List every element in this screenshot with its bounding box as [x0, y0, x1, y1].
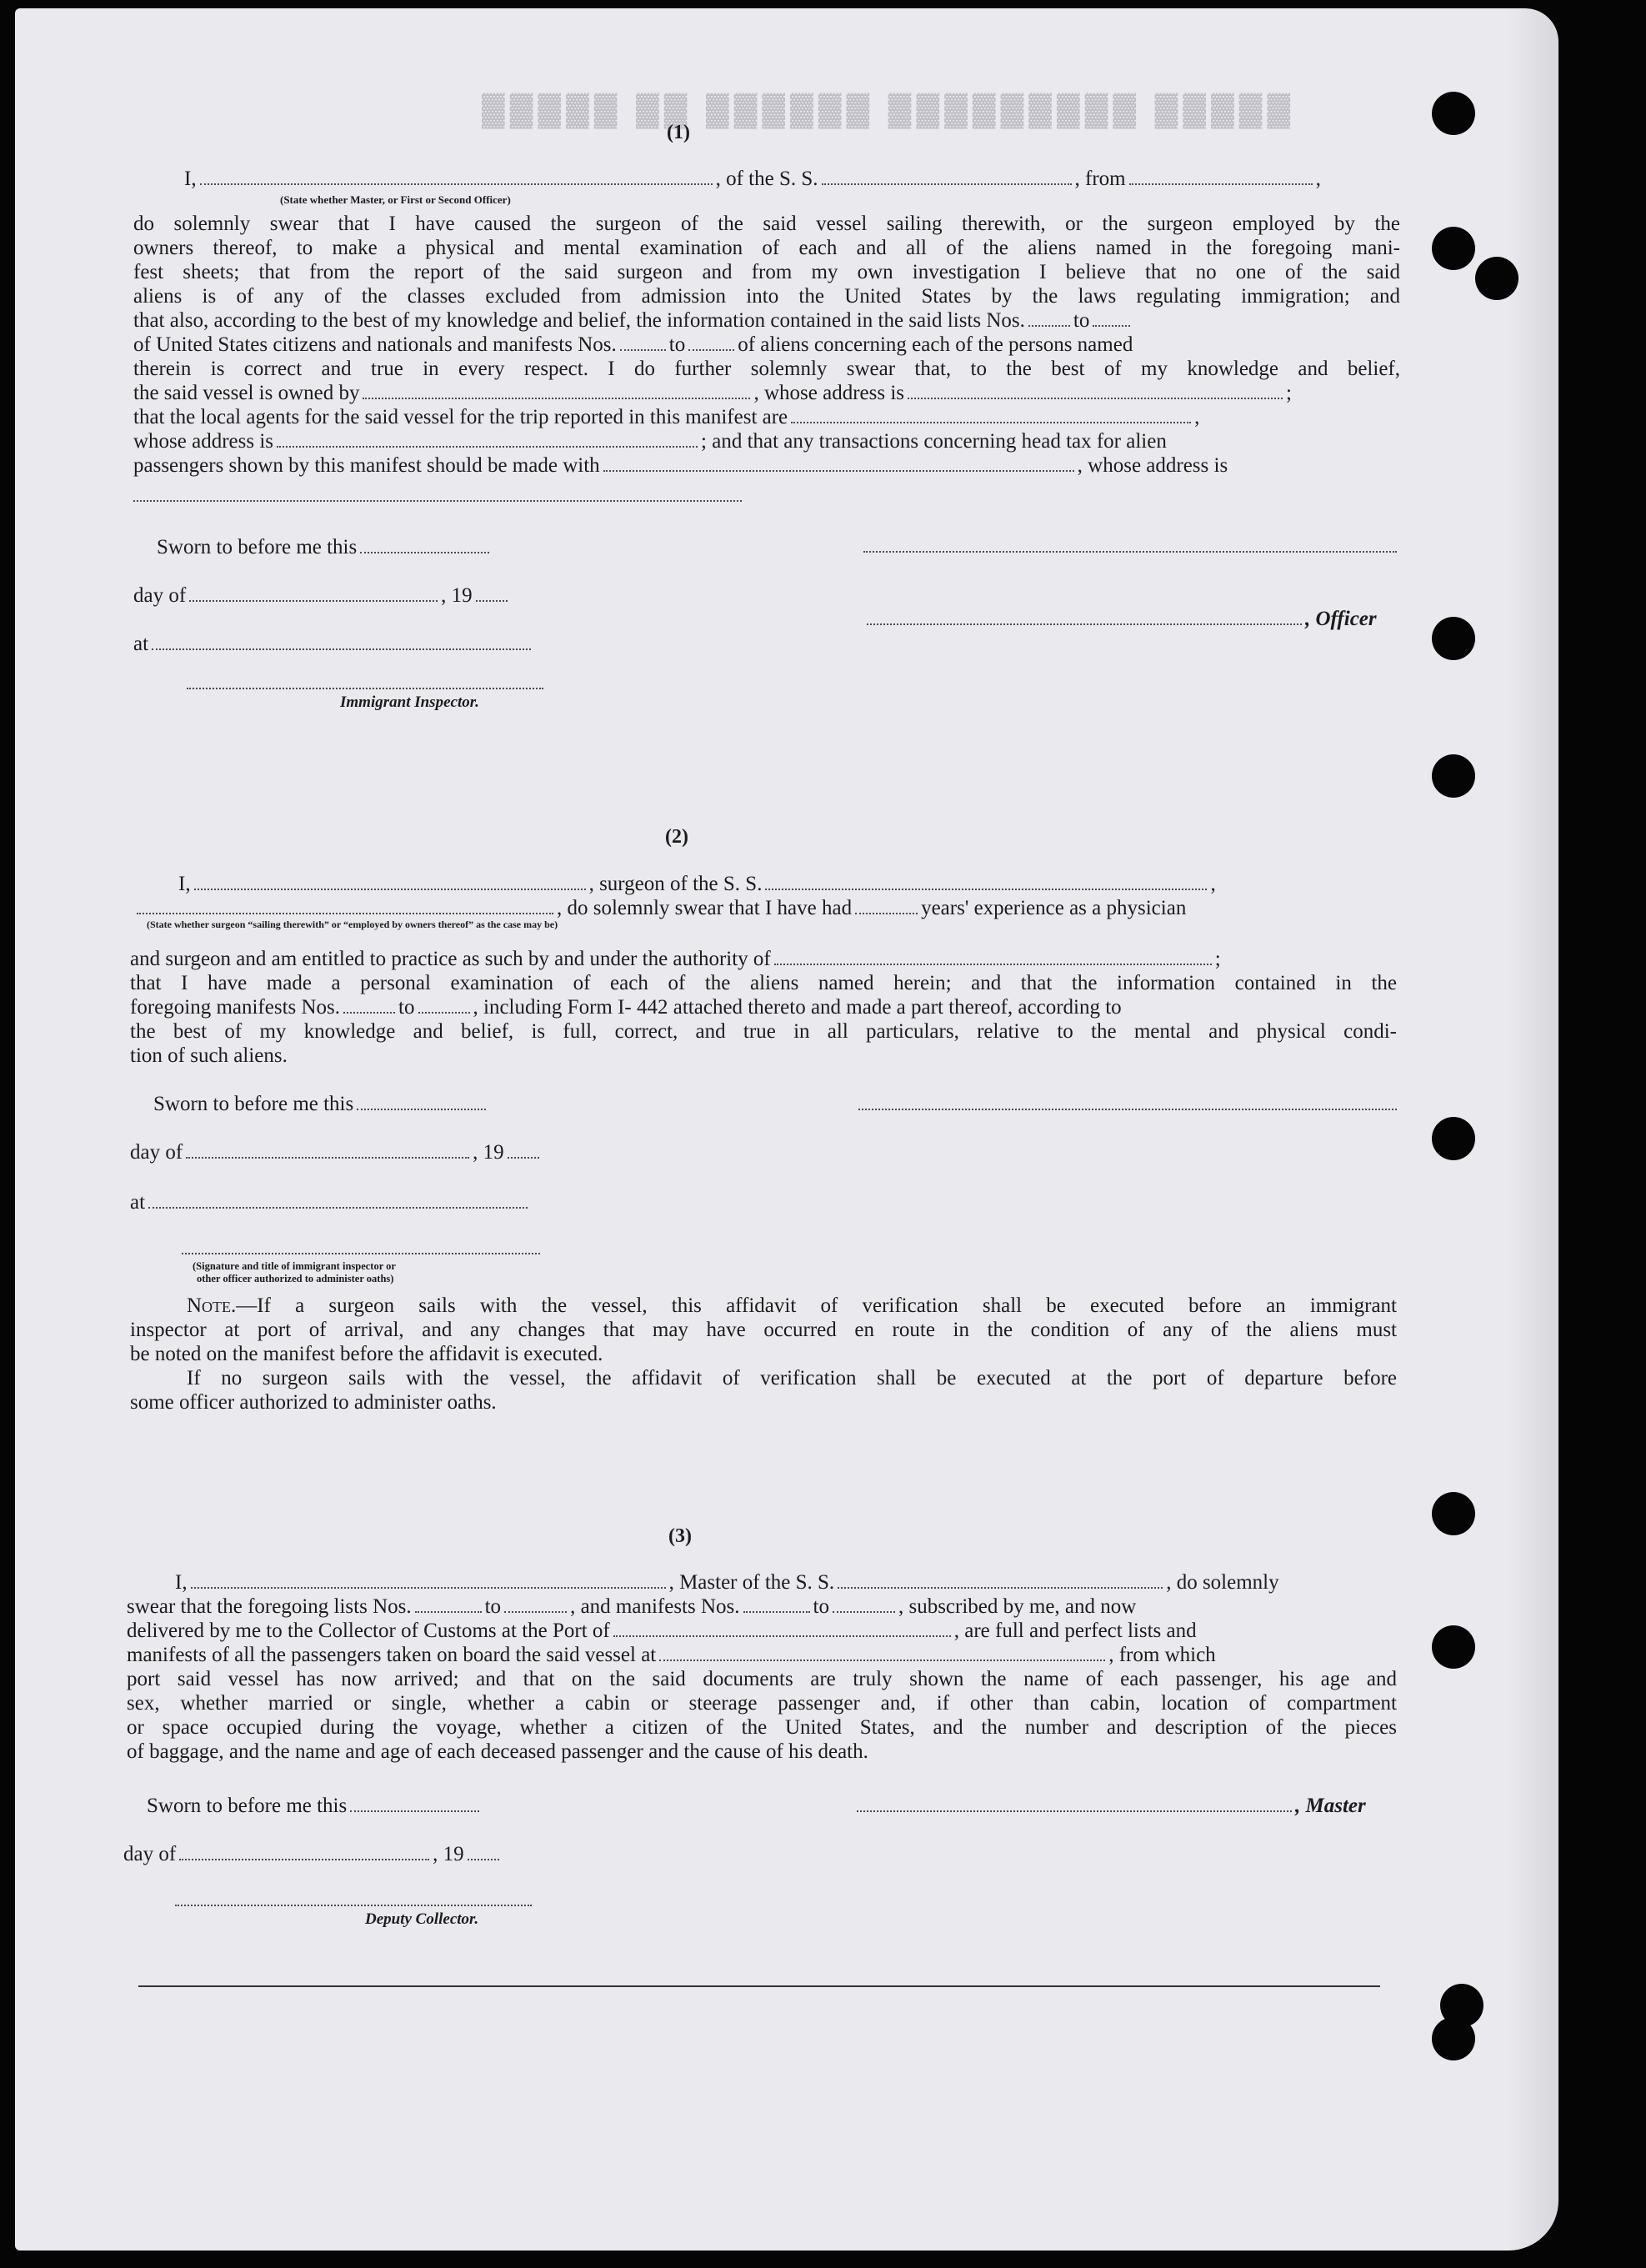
- section-2-sworn: Sworn to before me this: [153, 1092, 489, 1116]
- punch-hole: [1432, 2017, 1475, 2060]
- section-3-sworn: Sworn to before me this: [147, 1794, 483, 1818]
- section-2-day-of: day of , 19: [130, 1140, 543, 1164]
- section-3-body-line: sex, whether married or single, whether a cabin or steerage passenger and, if other than cabin, location of compartment: [127, 1692, 1397, 1715]
- section-3-line-1: I, , Master of the S. S. , do solemnly: [175, 1571, 1279, 1594]
- section-2-foregoing-line: foregoing manifests Nos. to , including Form I- 442 attached thereto and made a part thereof, according to: [130, 996, 1122, 1019]
- section-2-line-2: , do solemnly swear that I have had years' experience as a physician: [133, 896, 1400, 920]
- section-1-body-line: owners thereof, to make a physical and mental examination of each and all of the aliens named in the foregoing mani-: [133, 237, 1400, 259]
- punch-hole: [1432, 227, 1475, 270]
- signature-note-2: other officer authorized to administer oaths): [197, 1273, 394, 1284]
- note-line: some officer authorized to administer oaths.: [130, 1391, 497, 1414]
- section-3-line-2: swear that the foregoing lists Nos. to , and manifests Nos. to , subscribed by me, and now: [127, 1595, 1137, 1618]
- bleed-through-header: ▓▓▓▓▓ ▓▓ ▓▓▓▓▓▓ ▓▓▓▓▓▓▓▓▓ ▓▓▓▓▓: [482, 92, 1296, 127]
- section-1-at: at: [133, 632, 534, 656]
- section-3-day-of: day of , 19: [123, 1842, 503, 1866]
- section-2-authority-line: and surgeon and am entitled to practice as such by and under the authority of ;: [130, 948, 1221, 970]
- inspector-caption: Immigrant Inspector.: [340, 693, 479, 711]
- section-3-master: , Master: [853, 1794, 1366, 1818]
- punch-hole: [1432, 617, 1475, 660]
- surgeon-note: (State whether surgeon “sailing therewith” or “employed by owners thereof” as the case may be): [147, 919, 558, 930]
- section-1-passengers-line: passengers shown by this manifest should be made with , whose address is: [133, 454, 1228, 477]
- inspector-signature-line: [187, 688, 543, 689]
- note-line: be noted on the manifest before the affidavit is executed.: [130, 1343, 603, 1365]
- section-3-body-line: of baggage, and the name and age of each deceased passenger and the cause of his death.: [127, 1740, 868, 1763]
- section-2-line-1: I, , surgeon of the S. S. ,: [178, 873, 1216, 895]
- section-2-such-line: tion of such aliens.: [130, 1044, 288, 1067]
- section-1-therein-line: therein is correct and true in every respect. I do further solemnly swear that, to the best of my knowledge and belief,: [133, 358, 1400, 380]
- punch-hole: [1432, 1625, 1475, 1669]
- punch-hole: [1432, 754, 1475, 798]
- surgeon-signature-line: [858, 1109, 1397, 1110]
- section-2-personal-line: that I have made a personal examination of each of the aliens named herein; and that the information contained in the: [130, 972, 1397, 994]
- signature-note-1: (Signature and title of immigrant inspector or: [193, 1260, 396, 1272]
- section-1-whose-line: whose address is ; and that any transactions concerning head tax for alien: [133, 430, 1167, 453]
- section-2-number: (2): [665, 826, 688, 848]
- bottom-rule: [138, 1985, 1380, 1987]
- section-2-at: at: [130, 1190, 531, 1214]
- section-2-best-line: the best of my knowledge and belief, is full, correct, and true in all particulars, relative to the mental and physical condi-: [130, 1020, 1397, 1043]
- section-1-body-line: do solemnly swear that I have caused the surgeon of the said vessel sailing therewith, or the surgeon employed by the: [133, 213, 1400, 235]
- punch-hole: [1475, 257, 1518, 300]
- section-1-number: (1): [667, 122, 690, 143]
- section-3-number: (3): [668, 1525, 692, 1547]
- note-line: If no surgeon sails with the vessel, the affidavit of verification shall be executed at the port of departure before: [187, 1367, 1397, 1389]
- document-page: [15, 8, 1558, 2250]
- section-1-sworn: Sworn to before me this: [157, 535, 493, 559]
- section-3-line-4: manifests of all the passengers taken on board the said vessel at , from which: [127, 1644, 1216, 1666]
- section-3-body-line: or space occupied during the voyage, whether a citizen of the United States, and the number and description of the pieces: [127, 1716, 1397, 1739]
- officer-signature-line: [863, 551, 1397, 553]
- section-1-day-of: day of , 19: [133, 583, 511, 608]
- address-blank: [133, 500, 742, 502]
- collector-caption: Deputy Collector.: [365, 1910, 479, 1928]
- collector-signature-line: [175, 1905, 532, 1906]
- section-1-owned-line: the said vessel is owned by , whose address is ;: [133, 382, 1292, 404]
- punch-hole: [1432, 1117, 1475, 1160]
- inspector-signature-line-2: [182, 1253, 540, 1254]
- section-1-agents-line: that the local agents for the said vessel for the trip reported in this manifest are ,: [133, 406, 1200, 428]
- section-1-citizens-line: of United States citizens and nationals and manifests Nos. to of aliens concerning each of the persons named: [133, 333, 1133, 356]
- section-1-officer: , Officer: [863, 607, 1377, 631]
- section-3-line-3: delivered by me to the Collector of Customs at the Port of , are full and perfect lists and: [127, 1620, 1197, 1642]
- officer-note: (State whether Master, or First or Second Officer): [280, 193, 511, 206]
- note-line: inspector at port of arrival, and any changes that may have occurred en route in the condition of any of the aliens must: [130, 1319, 1397, 1341]
- section-1-lists-line: that also, according to the best of my knowledge and belief, the information contained in the said lists Nos. to: [133, 308, 1400, 333]
- note-line: Note.—If a surgeon sails with the vessel, this affidavit of verification shall be executed before an immigrant: [187, 1294, 1397, 1317]
- section-1-body-line: aliens is of any of the classes excluded from admission into the United States by the laws regulating immigration; and: [133, 285, 1400, 308]
- section-1-line-1: I, , of the S. S. , from ,: [184, 168, 1321, 190]
- section-1-body-line: fest sheets; that from the report of the said surgeon and from my own investigation I believe that no one of the said: [133, 261, 1400, 283]
- section-3-body-line: port said vessel has now arrived; and that on the said documents are truly shown the name of each passenger, his age and: [127, 1668, 1397, 1690]
